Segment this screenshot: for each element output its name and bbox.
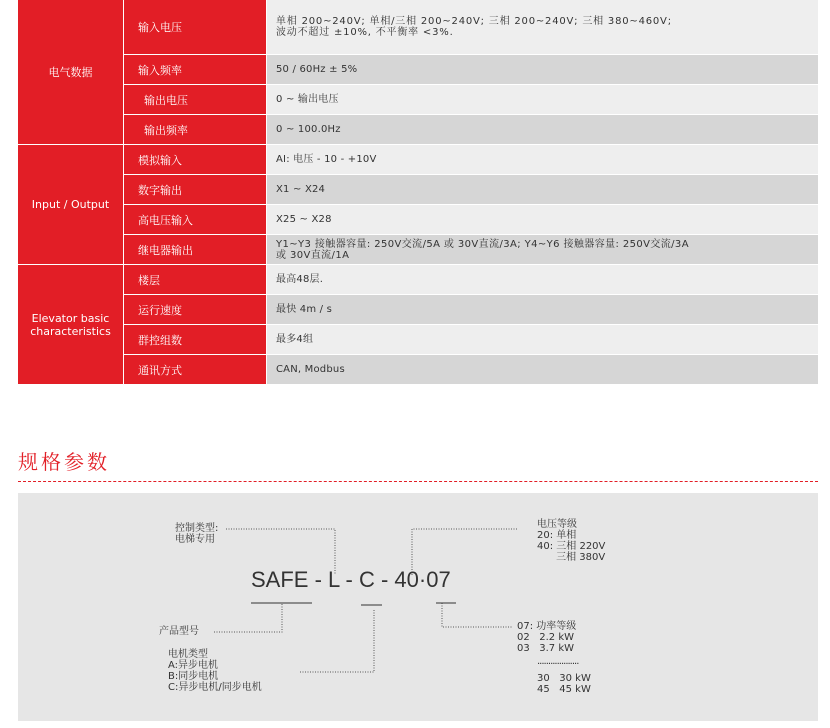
row-value: X1 ~ X24	[267, 175, 818, 204]
row-label: 楼层	[124, 265, 267, 294]
power-ellipsis: ...................	[537, 656, 579, 667]
row-label: 群控组数	[124, 325, 267, 354]
table-row	[124, 145, 818, 174]
row-label: 模拟输入	[124, 145, 267, 174]
section-title: 规格参数	[18, 450, 110, 474]
row-value: 最高48层.	[267, 265, 818, 294]
model-code: SAFE - L - C - 40·07	[251, 567, 451, 592]
row-value: 0 ~ 输出电压	[267, 85, 818, 114]
row-value: X25 ~ X28	[267, 205, 818, 234]
control-type-label: 控制类型: 电梯专用	[175, 523, 219, 545]
row-label: 输入频率	[124, 55, 267, 84]
table-row	[124, 265, 818, 294]
row-label: 输入电压	[124, 0, 267, 54]
row-value: 50 / 60Hz ± 5%	[267, 55, 818, 84]
row-label: 输出电压	[124, 85, 267, 114]
table-row	[124, 174, 818, 204]
group-label: Input / Output	[18, 145, 124, 264]
row-label: 运行速度	[124, 295, 267, 324]
group-label: 电气数据	[18, 0, 124, 144]
leader-motor-type	[300, 609, 374, 672]
group-electrical	[18, 0, 818, 144]
table-row	[124, 324, 818, 354]
row-value: 最多4组	[267, 325, 818, 354]
table-row	[124, 204, 818, 234]
group-label: Elevator basic characteristics	[18, 265, 124, 384]
table-row	[124, 84, 818, 114]
power-class-label: 07: 功率等级 02 2.2 kW 03 3.7 kW	[517, 621, 577, 654]
leader-product-model	[214, 603, 282, 632]
row-value: 0 ~ 100.0Hz	[267, 115, 818, 144]
row-label: 数字输出	[124, 175, 267, 204]
row-label: 高电压输入	[124, 205, 267, 234]
row-value: 单相 200~240V; 单相/三相 200~240V; 三相 200~240V; 三相 380~460V; 波动不超过 ±10%, 不平衡率 <3%.	[267, 0, 818, 54]
table-row	[124, 354, 818, 384]
row-label: 输出频率	[124, 115, 267, 144]
table-row	[124, 294, 818, 324]
model-code-diagram	[18, 493, 818, 721]
row-value: CAN, Modbus	[267, 355, 818, 384]
table-row	[124, 0, 818, 54]
spec-table	[18, 0, 818, 384]
voltage-class-label: 电压等级 20: 单相 40: 三相 220V 三相 380V	[537, 519, 606, 563]
section-divider	[18, 481, 818, 482]
group-elevator	[18, 264, 818, 384]
row-value: AI: 电压 - 10 - +10V	[267, 145, 818, 174]
row-value: 最快 4m / s	[267, 295, 818, 324]
table-row	[124, 54, 818, 84]
row-value: Y1~Y3 接触器容量: 250V交流/5A 或 30V直流/3A; Y4~Y6 接触器容量: 250V交流/3A 或 30V直流/1A	[267, 235, 818, 264]
power-class-tail: 30 30 kW 45 45 kW	[537, 673, 591, 695]
table-row	[124, 114, 818, 144]
leader-power	[442, 603, 512, 627]
leader-lines	[18, 493, 818, 721]
motor-type-label: 电机类型 A:异步电机 B:同步电机 C:异步电机/同步电机	[168, 649, 262, 693]
group-io	[18, 144, 818, 264]
row-label: 通讯方式	[124, 355, 267, 384]
product-model-label: 产品型号	[159, 626, 199, 637]
row-label: 继电器输出	[124, 235, 267, 264]
table-row	[124, 234, 818, 264]
